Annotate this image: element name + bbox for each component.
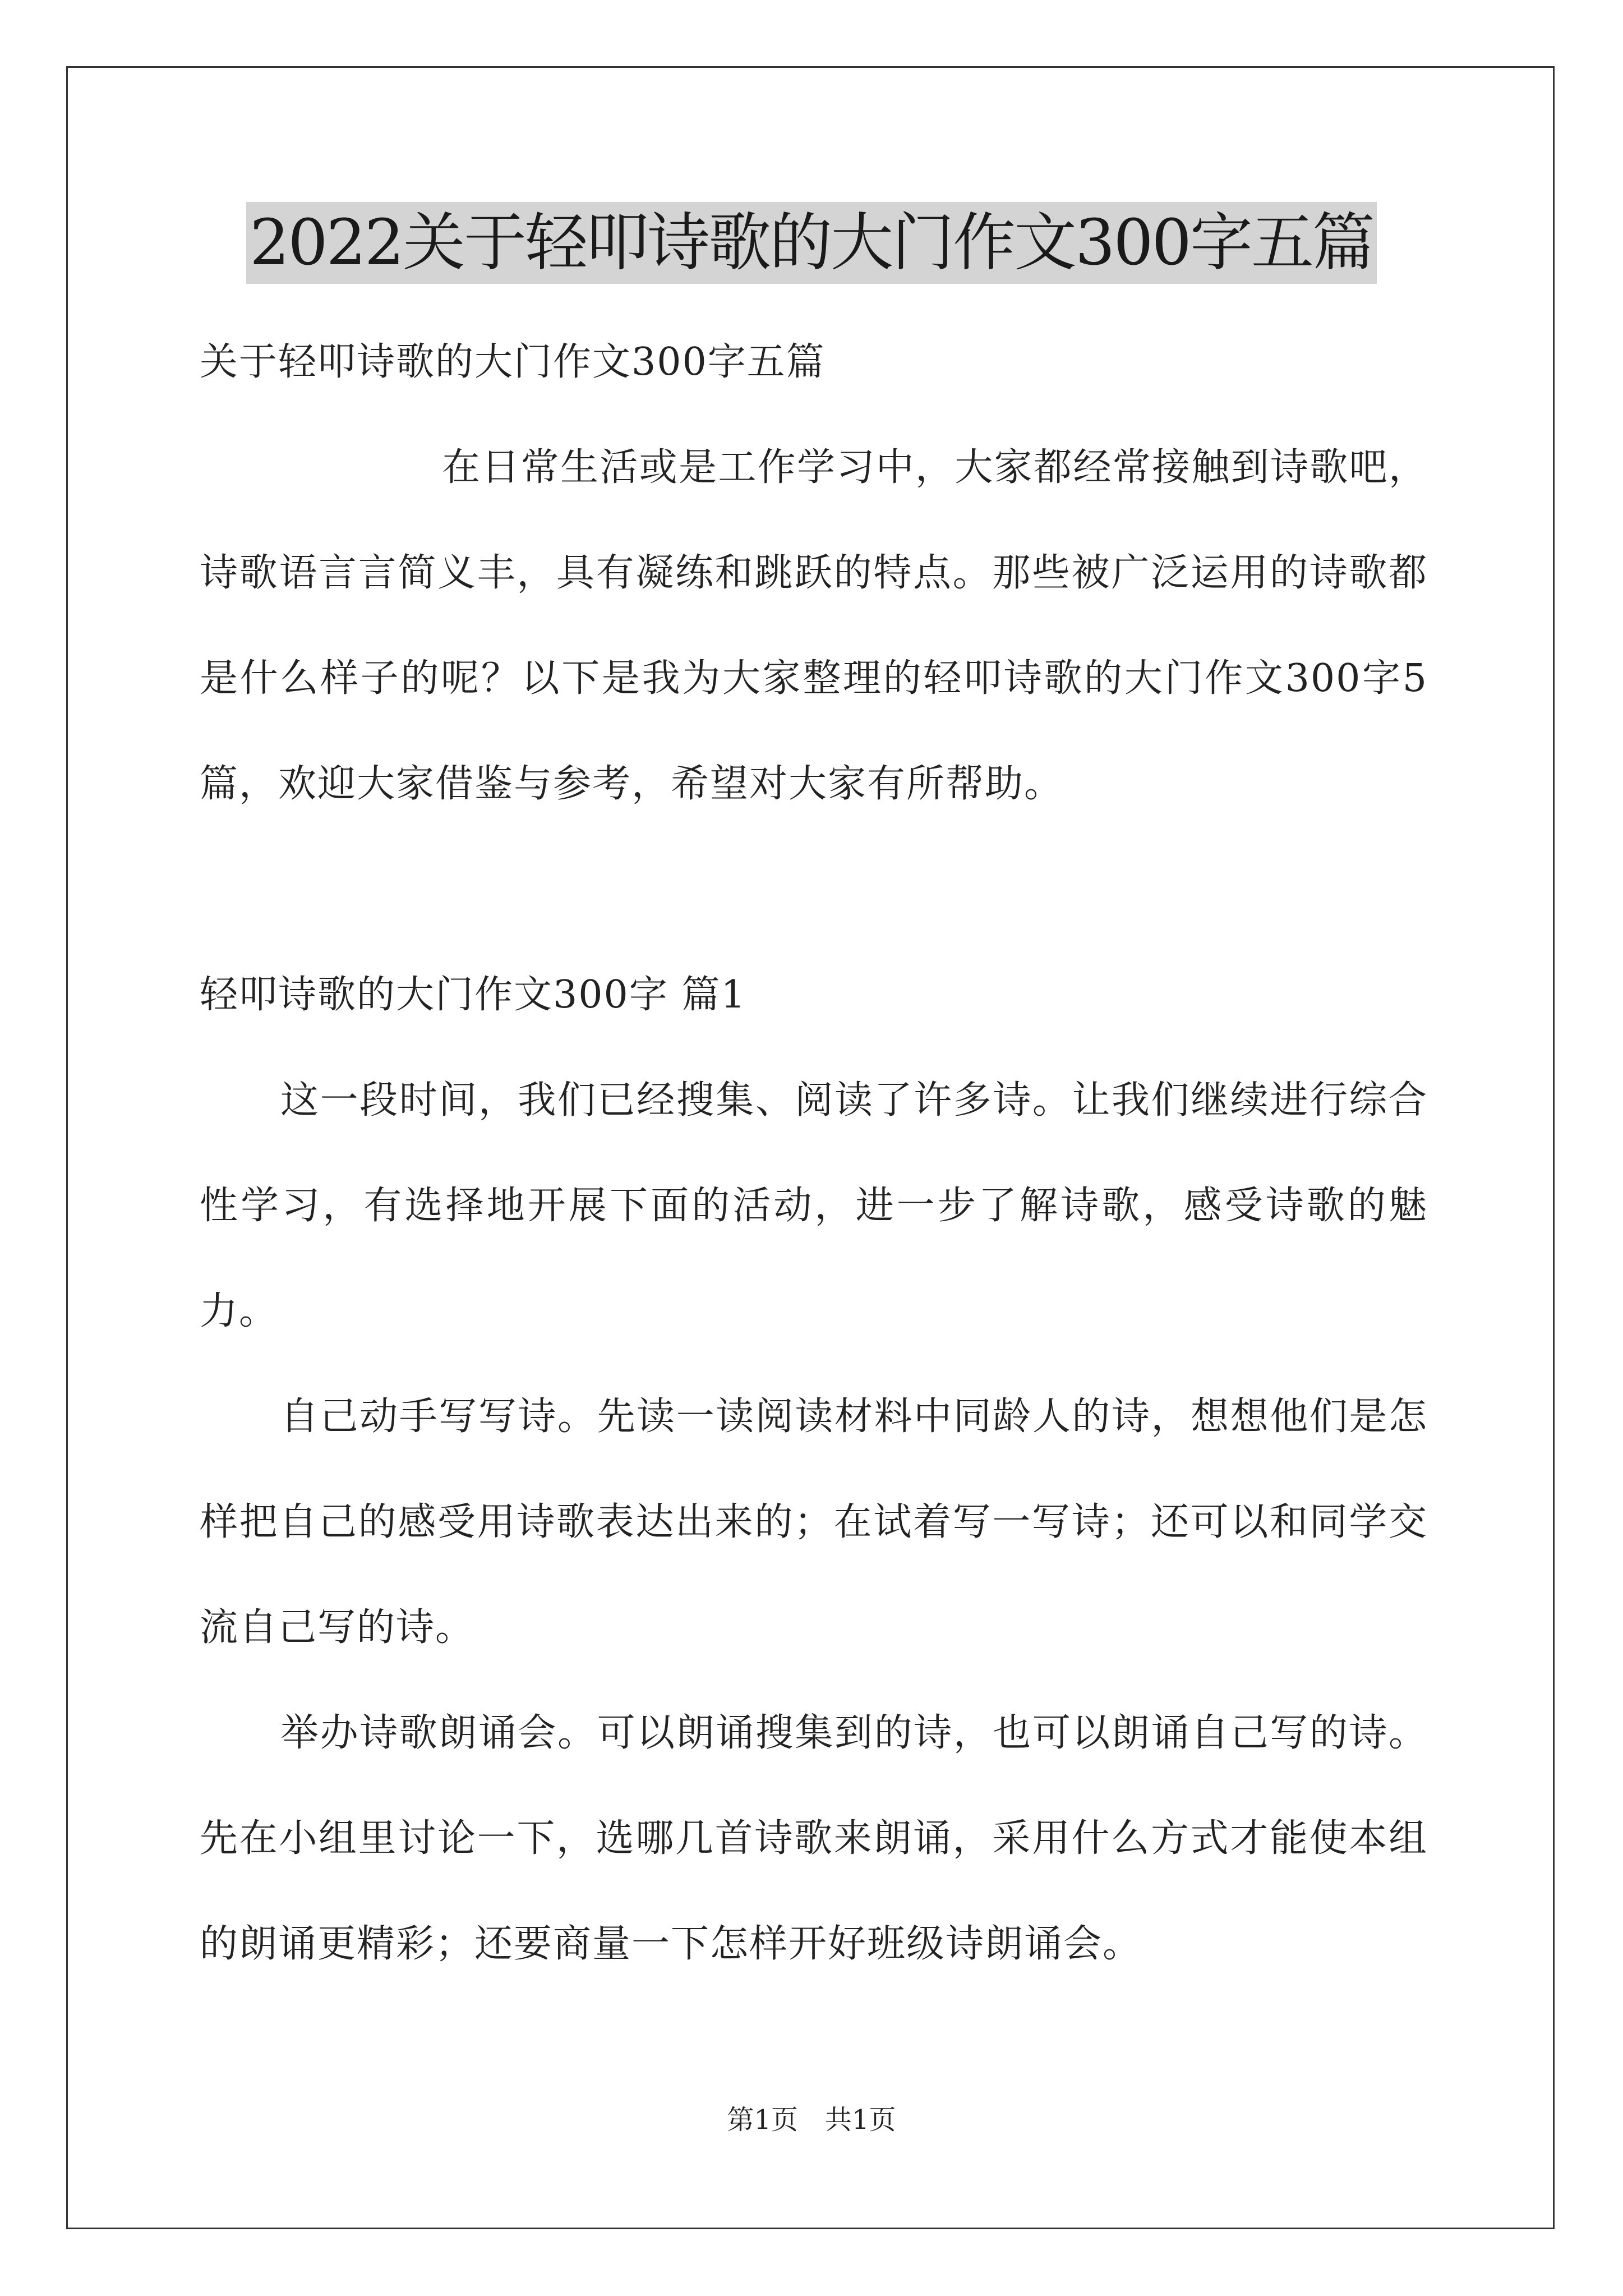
body-paragraph-3: 举办诗歌朗诵会。可以朗诵搜集到的诗，也可以朗诵自己写的诗。先在小组里讨论一下，选哪几首诗歌来朗诵，采用什么方式才能使本组的朗诵更精彩；还要商量一下怎样开好班级诗朗诵会。 bbox=[200, 1711, 1428, 1966]
title-container bbox=[0, 202, 1623, 284]
spacer bbox=[200, 837, 1428, 942]
body-paragraph-1: 这一段时间，我们已经搜集、阅读了许多诗。让我们继续进行综合性学习，有选择地开展下面的活动，进一步了解诗歌，感受诗歌的魅力。 bbox=[200, 1078, 1428, 1333]
body-paragraph-2: 自己动手写写诗。先读一读阅读材料中同龄人的诗，想想他们是怎样把自己的感受用诗歌表达出来的；在试着写一写诗；还可以和同学交流自己写的诗。 bbox=[200, 1395, 1428, 1650]
document-body bbox=[200, 310, 1428, 1997]
intro-paragraph: 在日常生活或是工作学习中，大家都经常接触到诗歌吧，诗歌语言言简义丰，具有凝练和跳跃的特点。那些被广泛运用的诗歌都是什么样子的呢？以下是我为大家整理的轻叩诗歌的大门作文300字5篇，欢迎大家借鉴与参考，希望对大家有所帮助。 bbox=[200, 445, 1428, 806]
document-subtitle: 关于轻叩诗歌的大门作文300字五篇 bbox=[200, 340, 826, 384]
document-title: 2022关于轻叩诗歌的大门作文300字五篇 bbox=[246, 202, 1377, 284]
section-heading: 轻叩诗歌的大门作文300字 篇1 bbox=[200, 973, 746, 1017]
page-footer: 第1页 共1页 bbox=[727, 2104, 896, 2136]
